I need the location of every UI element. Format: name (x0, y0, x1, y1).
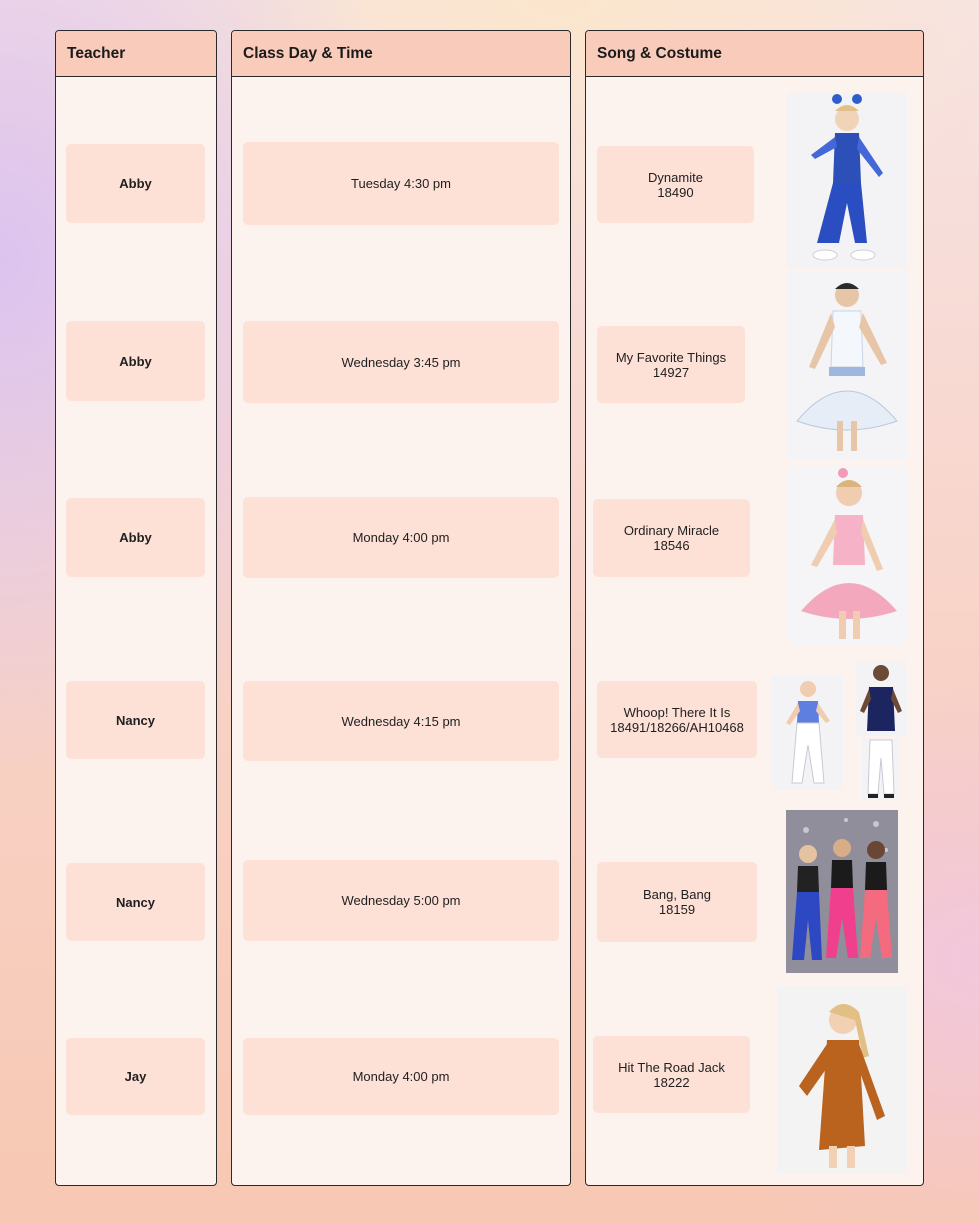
song-cell (597, 681, 757, 758)
song-cell (597, 326, 745, 403)
song-title: Whoop! There It Is (623, 704, 731, 720)
song-title: Ordinary Miracle (623, 523, 720, 538)
costume-photo-copper-dress (777, 986, 907, 1174)
class-time-cell: Tuesday 4:30 pm (243, 142, 559, 225)
class-time-cell: Wednesday 5:00 pm (243, 860, 559, 941)
teacher-cell: Abby (66, 321, 205, 401)
class-time-cell: Wednesday 3:45 pm (243, 321, 559, 403)
song-cell (593, 1036, 750, 1113)
costume-photo-hiphop-group (786, 810, 898, 973)
costume-photo-blue-top-white-pants (772, 675, 843, 790)
costume-photo-blue-jumpsuit (787, 93, 907, 269)
class-time-header: Class Day & Time (232, 31, 570, 77)
teacher-cell: Nancy (66, 863, 205, 941)
song-cell (593, 499, 750, 577)
song-cell (597, 146, 754, 223)
song-cell (597, 862, 757, 942)
teacher-cell: Jay (66, 1038, 205, 1115)
costume-photo-white-pants (862, 738, 900, 800)
teacher-cell: Abby (66, 144, 205, 223)
costume-code: 18546 (653, 538, 690, 553)
class-time-cell: Monday 4:00 pm (243, 497, 559, 578)
costume-code: 14927 (652, 364, 690, 380)
costume-photo-white-tutu (787, 271, 907, 459)
costume-code: 18159 (658, 902, 696, 917)
teacher-cell: Abby (66, 498, 205, 577)
teacher-cell: Nancy (66, 681, 205, 759)
song-title: My Favorite Things (615, 349, 727, 365)
class-time-cell: Monday 4:00 pm (243, 1038, 559, 1115)
song-costume-header: Song & Costume (586, 31, 923, 77)
song-title: Hit The Road Jack (618, 1059, 725, 1075)
class-time-cell: Wednesday 4:15 pm (243, 681, 559, 761)
costume-photo-navy-top (856, 661, 907, 736)
costume-code: 18491/18266/AH10468 (610, 719, 744, 735)
costume-photo-pink-tutu (787, 465, 907, 645)
costume-code: 18490 (657, 184, 694, 200)
costume-code: 18222 (653, 1074, 690, 1090)
teacher-header: Teacher (56, 31, 216, 77)
song-title: Bang, Bang (643, 887, 711, 902)
song-title: Dynamite (648, 169, 703, 185)
